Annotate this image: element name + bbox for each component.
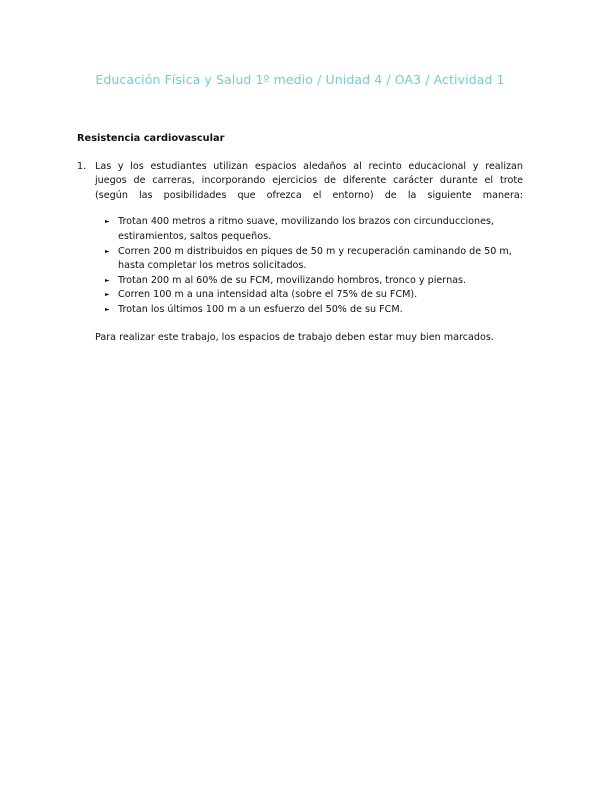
document-body xyxy=(77,132,523,345)
item-text-line: Las y los estudiantes utilizan espacios aledaños al recinto educacional y realizan xyxy=(95,160,523,172)
list-item-text: Trotan 200 m al 60% de su FCM, movilizando hombros, tronco y piernas. xyxy=(118,274,467,286)
list-item xyxy=(105,303,523,318)
numbered-item xyxy=(77,160,523,204)
item-text-line: juegos de carreras, incorporando ejercicios de diferente carácter durante el trote xyxy=(95,175,523,187)
list-item-text: Trotan los últimos 100 m a un esfuerzo del 50% de su FCM. xyxy=(118,303,403,315)
list-item xyxy=(105,215,523,244)
bullet-icon: ► xyxy=(105,276,110,284)
list-item-text: Trotan 400 metros a ritmo suave, movilizando los brazos con circunducciones, estiramientos, saltos pequeños. xyxy=(118,216,495,242)
item-text xyxy=(95,160,523,204)
item-number: 1. xyxy=(77,160,87,172)
section-title: Resistencia cardiovascular xyxy=(77,133,225,144)
bullet-icon: ► xyxy=(105,305,110,313)
list-item-text: Corren 100 m a una intensidad alta (sobre el 75% de su FCM). xyxy=(118,289,418,301)
bullet-icon: ► xyxy=(105,218,110,226)
list-item xyxy=(105,245,523,274)
item-text-line: (según las posibilidades que ofrezca el entorno) de la siguiente manera: xyxy=(95,189,523,201)
document-header: Educación Física y Salud 1º medio / Unidad 4 / OA3 / Actividad 1 xyxy=(95,72,505,87)
bullet-icon: ► xyxy=(105,291,110,299)
activity-list xyxy=(95,215,523,317)
note-text: Para realizar este trabajo, los espacios de trabajo deben estar muy bien marcados. xyxy=(95,331,494,343)
list-item xyxy=(105,288,523,303)
list-item xyxy=(105,274,523,289)
bullet-icon: ► xyxy=(105,247,110,255)
list-item-text: Corren 200 m distribuidos en piques de 50 m y recuperación caminando de 50 m, hasta completar los metros solicitados. xyxy=(118,245,512,272)
